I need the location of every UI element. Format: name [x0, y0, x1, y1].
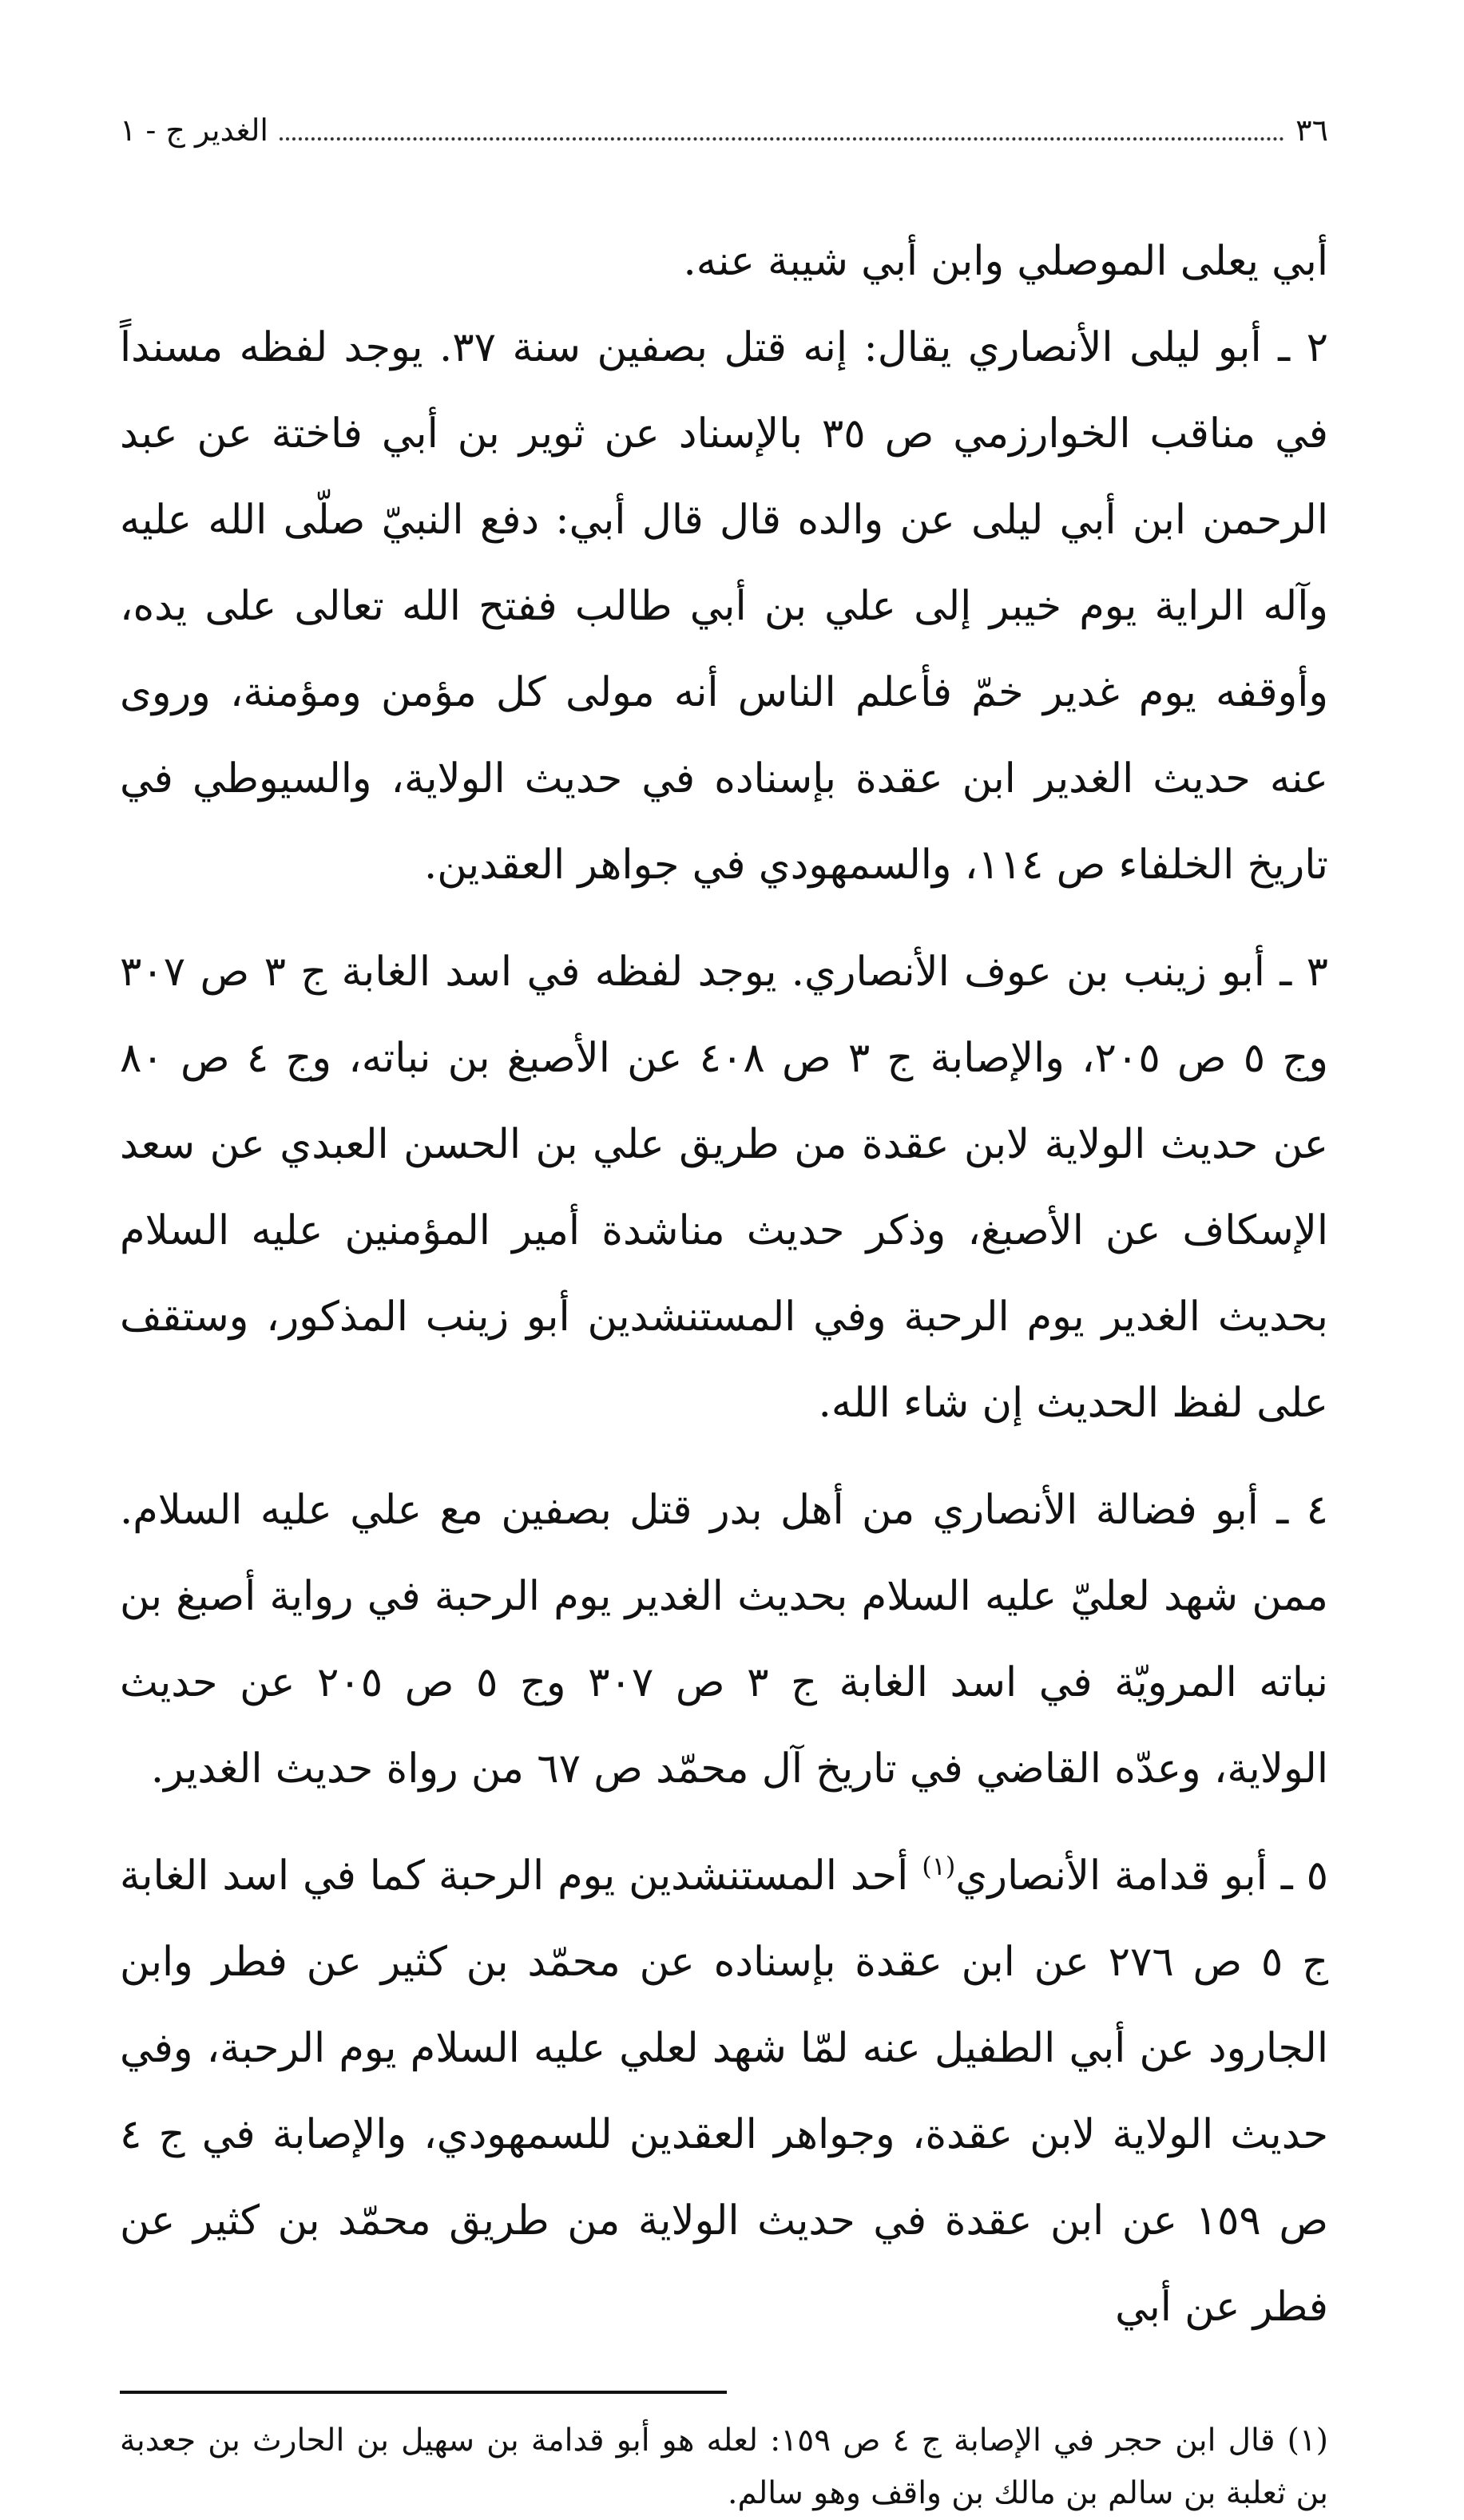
- paragraph-entry-4: ٤ ـ أبو فضالة الأنصاري من أهل بدر قتل بصفين مع علي عليه السلام. ممن شهد لعليّ عليه السلام بحديث الغدير يوم الرحبة في رواية أصبغ بن نباته المرويّة في اسد الغابة ج ٣ ص ٣٠٧ وج ٥ ص ٢٠٥ عن حديث الولاية، وعدّه القاضي في تاريخ آل محمّد ص ٦٧ من رواة حديث الغدير.: [120, 1487, 1328, 1793]
- paragraph-continuation: أبي يعلى الموصلي وابن أبي شيبة عنه.: [683, 238, 1328, 285]
- main-text: [120, 219, 1328, 2351]
- paragraph-entry-5: [120, 1833, 1328, 2351]
- running-title: الغدير ج - ١: [120, 113, 268, 148]
- running-header: [120, 94, 1328, 166]
- footnote-reference: (١): [922, 1851, 956, 1881]
- paragraph-entry-3: ٣ ـ أبو زينب بن عوف الأنصاري. يوجد لفظه في اسد الغابة ج ٣ ص ٣٠٧ وج ٥ ص ٢٠٥، والإصابة ج ٣ ص ٤٠٨ عن الأصبغ بن نباته، وج ٤ ص ٨٠ عن حديث الولاية لابن عقدة من طريق علي بن الحسن العبدي عن سعد الإسكاف عن الأصبغ، وذكر حديث مناشدة أمير المؤمنين عليه السلام بحديث الغدير يوم الرحبة وفي المستنشدين أبو زينب المذكور، وستقف على لفظ الحديث إن شاء الله.: [120, 949, 1328, 1427]
- paragraph-entry-5-rest: أحد المستنشدين يوم الرحبة كما في اسد الغابة ج ٥ ص ٢٧٦ عن ابن عقدة بإسناده عن محمّد بن كثير عن فطر وابن الجارود عن أبي الطفيل عنه لمّا شهد لعلي عليه السلام يوم الرحبة، وفي حديث الولاية لابن عقدة، وجواهر العقدين للسمهودي، والإصابة في ج ٤ ص ١٥٩ عن ابن عقدة في حديث الولاية من طريق محمّد بن كثير عن فطر عن أبي: [120, 1852, 1328, 2331]
- dot-leader: [280, 120, 1284, 141]
- footnotes: [120, 2415, 1328, 2520]
- paragraph-entry-2: ٢ ـ أبو ليلى الأنصاري يقال: إنه قتل بصفين سنة ٣٧. يوجد لفظه مسنداً في مناقب الخوارزمي ص ٣٥ بالإسناد عن ثوير بن أبي فاختة عن عبد الرحمن ابن أبي ليلى عن والده قال قال أبي: دفع النبيّ صلّى الله عليه وآله الراية يوم خيبر إلى علي بن أبي طالب ففتح الله تعالى على يده، وأوقفه يوم غدير خمّ فأعلم الناس أنه مولى كل مؤمن ومؤمنة، وروى عنه حديث الغدير ابن عقدة بإسناده في حديث الولاية، والسيوطي في تاريخ الخلفاء ص ١١٤، والسمهودي في جواهر العقدين.: [120, 324, 1328, 889]
- page-number: ٣٦: [1295, 113, 1328, 148]
- footnote-1: (١) قال ابن حجر في الإصابة ج ٤ ص ١٥٩: لعله هو أبو قدامة بن سهيل بن الحارث بن جعدبة بن ثعلبة بن سالم بن مالك بن واقف وهو سالم.: [120, 2423, 1328, 2511]
- paragraph-entry-5-start: ٥ ـ أبو قدامة الأنصاري: [955, 1852, 1328, 1900]
- footnote-divider: [120, 2391, 727, 2394]
